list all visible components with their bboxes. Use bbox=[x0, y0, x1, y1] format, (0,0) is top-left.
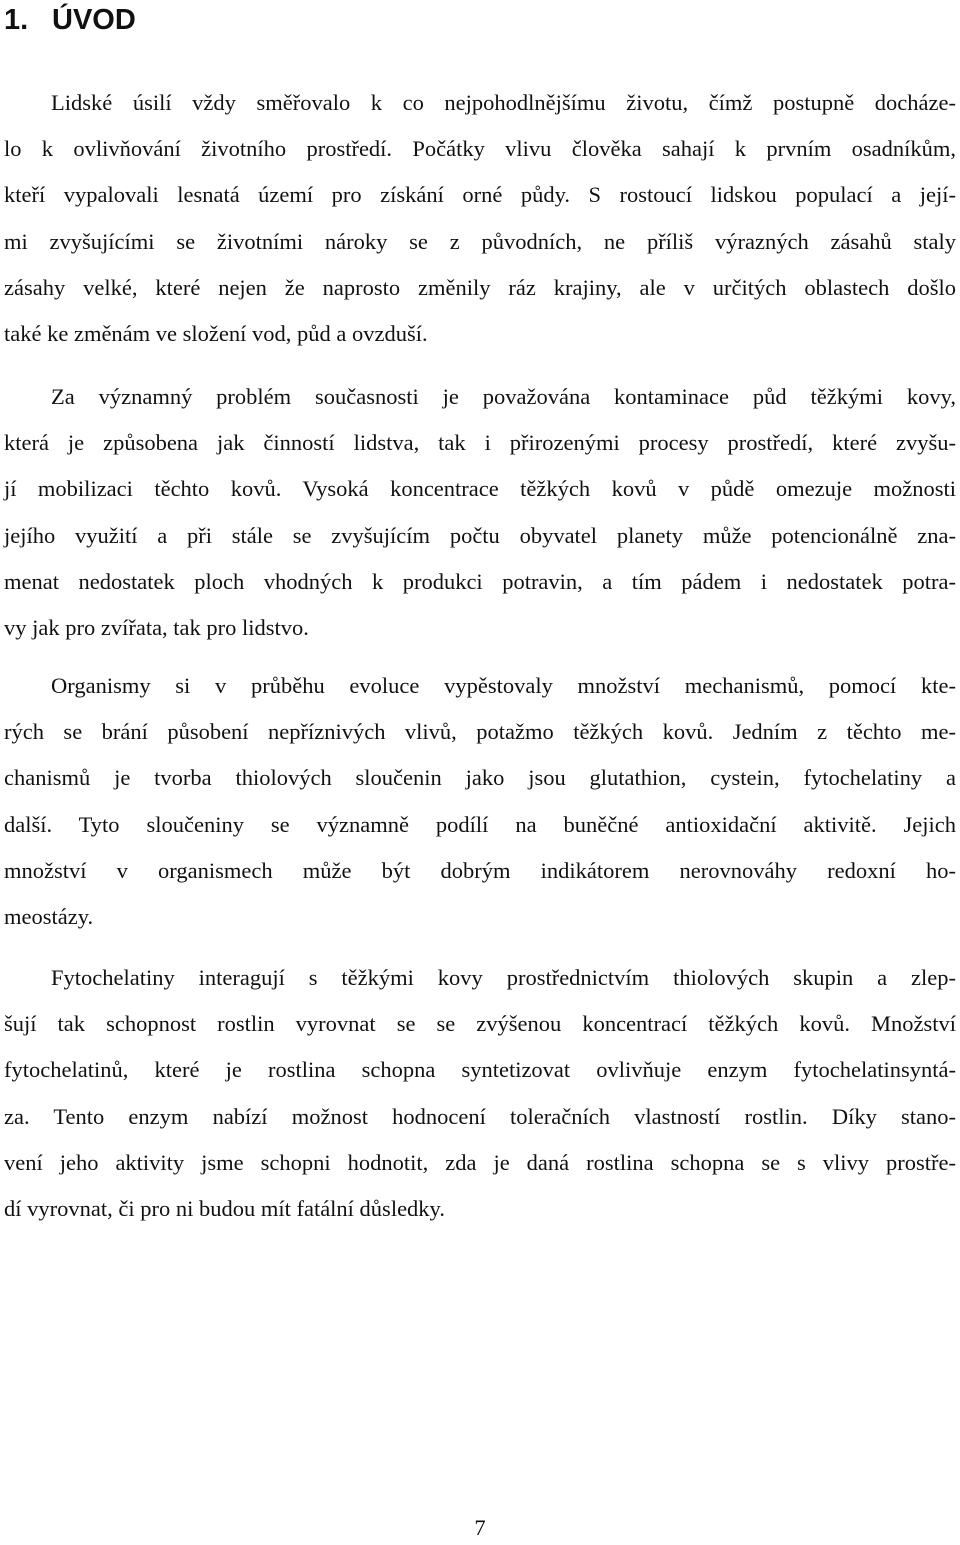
chapter-heading bbox=[4, 2, 136, 38]
chapter-number: 1. bbox=[4, 4, 29, 36]
page-number: 7 bbox=[474, 1515, 486, 1540]
paragraph-line: Fytochelatiny interagují s těžkými kovy prostřednictvím thiolových skupin a zlep- bbox=[51, 965, 956, 990]
paragraph-line: Organismy si v průběhu evoluce vypěstovaly množství mechanismů, pomocí kte- bbox=[51, 673, 956, 698]
paragraph-line: další. Tyto sloučeniny se významně podílí na buněčné antioxidační aktivitě. Jejich bbox=[4, 811, 956, 837]
paragraph-line: Lidské úsilí vždy směřovalo k co nejpohodlnějšímu životu, čímž postupně docháze- bbox=[51, 90, 956, 115]
paragraph-line: vy jak pro zvířata, tak pro lidstvo. bbox=[4, 615, 309, 641]
paragraph-line: menat nedostatek ploch vhodných k produkci potravin, a tím pádem i nedostatek potra- bbox=[4, 568, 956, 594]
paragraph-line: kteří vypalovali lesnatá území pro získání orné půdy. S rostoucí lidskou populací a její- bbox=[4, 182, 956, 208]
paragraph-line: zásahy velké, které nejen že naprosto změnily ráz krajiny, ale v určitých oblastech došlo bbox=[4, 274, 956, 300]
paragraph-line: rých se brání působení nepříznivých vlivů, potažmo těžkých kovů. Jedním z těchto me- bbox=[4, 719, 956, 745]
paragraph-line: množství v organismech může být dobrým indikátorem nerovnováhy redoxní ho- bbox=[4, 857, 956, 883]
paragraph-1 bbox=[4, 80, 956, 357]
paragraph-4 bbox=[4, 955, 956, 1232]
paragraph-line: dí vyrovnat, či pro ni budou mít fatální důsledky. bbox=[4, 1196, 445, 1222]
paragraph-line: lo k ovlivňování životního prostředí. Počátky vlivu člověka sahají k prvním osadníkům, bbox=[4, 136, 956, 162]
paragraph-line: vení jeho aktivity jsme schopni hodnotit, zda je daná rostlina schopna se s vlivy prostře- bbox=[4, 1149, 956, 1175]
paragraph-2 bbox=[4, 374, 956, 651]
paragraph-line: chanismů je tvorba thiolových sloučenin jako jsou glutathion, cystein, fytochelatiny a bbox=[4, 765, 956, 791]
paragraph-line: Za významný problém současnosti je považována kontaminace půd těžkými kovy, bbox=[51, 384, 956, 409]
paragraph-line: meostázy. bbox=[4, 904, 94, 930]
paragraph-line: jí mobilizaci těchto kovů. Vysoká koncentrace těžkých kovů v půdě omezuje možnosti bbox=[4, 476, 956, 502]
paragraph-line: také ke změnám ve složení vod, půd a ovzduší. bbox=[4, 321, 428, 347]
paragraph-line: šují tak schopnost rostlin vyrovnat se se zvýšenou koncentrací těžkých kovů. Množství bbox=[4, 1011, 956, 1037]
paragraph-line: mi zvyšujícími se životními nároky se z původních, ne příliš výrazných zásahů staly bbox=[4, 228, 956, 254]
paragraph-line: za. Tento enzym nabízí možnost hodnocení toleračních vlastností rostlin. Díky stano- bbox=[4, 1103, 956, 1129]
chapter-title: ÚVOD bbox=[52, 4, 136, 36]
paragraph-line: jejího využití a při stále se zvyšujícím počtu obyvatel planety může potencionálně zna- bbox=[4, 522, 956, 548]
paragraph-line: fytochelatinů, které je rostlina schopna syntetizovat ovlivňuje enzym fytochelatinsyntá- bbox=[4, 1057, 956, 1083]
paragraph-line: která je způsobena jak činností lidstva, tak i přirozenými procesy prostředí, které zvyšu- bbox=[4, 430, 956, 456]
paragraph-3 bbox=[4, 663, 956, 940]
